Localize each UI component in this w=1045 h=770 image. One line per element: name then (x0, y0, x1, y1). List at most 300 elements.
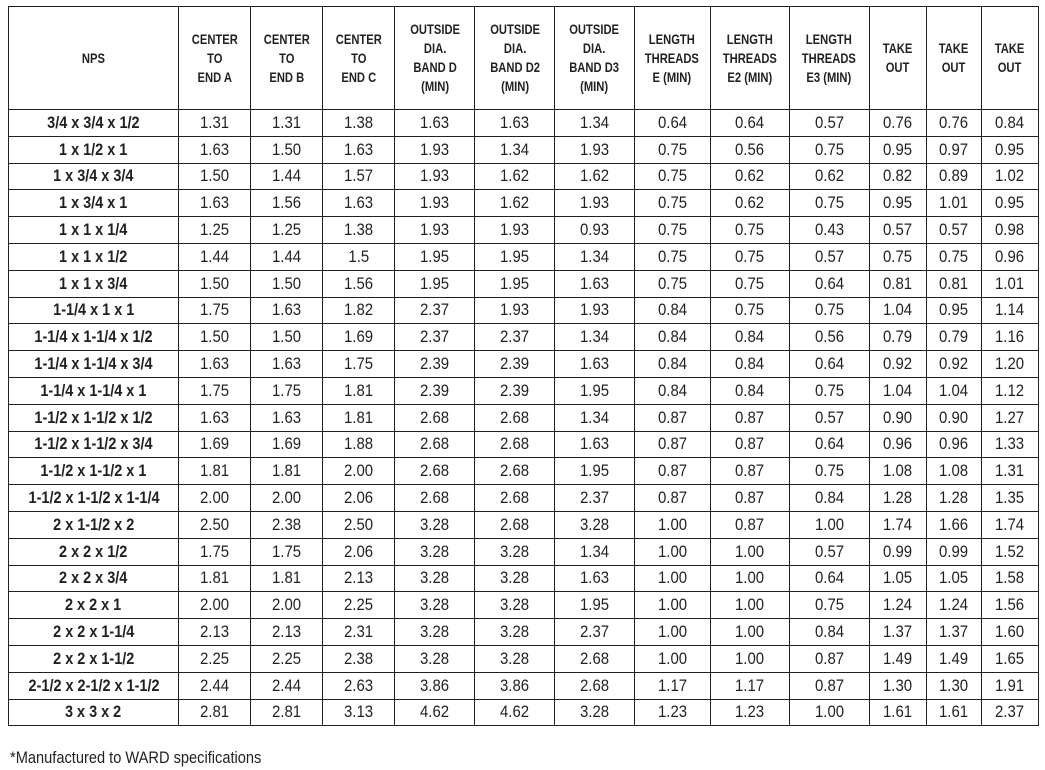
cell-value: 0.57 (814, 541, 844, 561)
cell-value: 0.56 (814, 327, 844, 347)
cell-value: 2.00 (344, 461, 374, 481)
nps-cell (9, 270, 179, 297)
value-cell (789, 377, 869, 404)
value-cell (869, 163, 926, 190)
value-cell (323, 324, 395, 351)
cell-value: 0.95 (883, 193, 913, 213)
value-cell (555, 217, 634, 244)
cell-value: 2.63 (344, 675, 374, 695)
cell-value: 2.50 (344, 514, 374, 534)
nps-size-label: 2 x 2 x 3/4 (59, 568, 128, 588)
cell-value: 1.00 (814, 514, 844, 534)
cell-value: 0.96 (883, 434, 913, 454)
cell-value: 0.87 (657, 434, 687, 454)
value-cell (634, 297, 710, 324)
value-cell (323, 217, 395, 244)
value-cell (869, 485, 926, 512)
cell-value: 3.86 (420, 675, 450, 695)
value-cell (555, 110, 634, 137)
cell-value: 3.28 (420, 648, 450, 668)
cell-value: 0.64 (814, 354, 844, 374)
value-cell (869, 243, 926, 270)
cell-value: 1.28 (883, 488, 913, 508)
value-cell (710, 377, 789, 404)
nps-size-label: 2 x 2 x 1 (65, 595, 122, 615)
cell-value: 2.39 (420, 380, 450, 400)
nps-cell (9, 324, 179, 351)
cell-value: 2.50 (200, 514, 230, 534)
value-cell (251, 324, 323, 351)
nps-cell (9, 297, 179, 324)
cell-value: 0.93 (579, 220, 610, 240)
cell-value: 1.93 (579, 300, 610, 320)
cell-value: 1.00 (657, 541, 687, 561)
column-header (395, 7, 475, 110)
value-cell (251, 404, 323, 431)
cell-value: 1.00 (735, 595, 765, 615)
column-header-label: TAKE OUT (882, 40, 913, 75)
value-cell (634, 592, 710, 619)
cell-value: 1.57 (344, 166, 374, 186)
table-row (9, 136, 1039, 163)
nps-size-label: 1 x 1 x 1/2 (59, 246, 128, 266)
cell-value: 1.00 (657, 568, 687, 588)
cell-value: 1.75 (200, 380, 230, 400)
value-cell (395, 645, 475, 672)
cell-value: 1.12 (995, 380, 1025, 400)
cell-value: 0.64 (735, 112, 765, 132)
value-cell (789, 136, 869, 163)
nps-cell (9, 458, 179, 485)
cell-value: 4.62 (420, 702, 450, 722)
value-cell (869, 565, 926, 592)
cell-value: 2.81 (200, 702, 230, 722)
value-cell (323, 136, 395, 163)
value-cell (869, 404, 926, 431)
table-row (9, 297, 1039, 324)
value-cell (475, 351, 555, 378)
value-cell (179, 431, 251, 458)
cell-value: 1.05 (883, 568, 913, 588)
value-cell (926, 377, 981, 404)
cell-value: 0.79 (883, 327, 913, 347)
nps-cell (9, 110, 179, 137)
value-cell (981, 645, 1038, 672)
cell-value: 1.08 (939, 461, 969, 481)
cell-value: 1.81 (200, 461, 230, 481)
cell-value: 2.68 (420, 434, 450, 454)
value-cell (981, 431, 1038, 458)
value-cell (395, 136, 475, 163)
cell-value: 0.76 (883, 112, 913, 132)
cell-value: 3.28 (500, 648, 530, 668)
cell-value: 1.50 (272, 139, 302, 159)
value-cell (710, 511, 789, 538)
column-header-label: OUTSIDE DIA. BAND D2 (MIN) (490, 21, 540, 94)
value-cell (475, 136, 555, 163)
cell-value: 2.37 (420, 327, 450, 347)
table-body (9, 110, 1039, 726)
cell-value: 1.95 (579, 595, 610, 615)
column-header-label: OUTSIDE DIA. BAND D3 (MIN) (569, 21, 620, 94)
cell-value: 2.81 (272, 702, 302, 722)
cell-value: 0.84 (735, 354, 765, 374)
value-cell (555, 672, 634, 699)
cell-value: 1.69 (200, 434, 230, 454)
value-cell (710, 699, 789, 726)
value-cell (179, 324, 251, 351)
column-header (789, 7, 869, 110)
value-cell (789, 485, 869, 512)
nps-size-label: 3 x 3 x 2 (65, 702, 122, 722)
value-cell (179, 458, 251, 485)
value-cell (981, 565, 1038, 592)
nps-cell (9, 619, 179, 646)
value-cell (634, 565, 710, 592)
cell-value: 2.37 (420, 300, 450, 320)
cell-value: 1.31 (272, 112, 302, 132)
value-cell (475, 538, 555, 565)
value-cell (179, 110, 251, 137)
value-cell (555, 324, 634, 351)
cell-value: 0.75 (814, 300, 844, 320)
column-header (323, 7, 395, 110)
value-cell (926, 431, 981, 458)
cell-value: 1.63 (272, 407, 302, 427)
value-cell (323, 243, 395, 270)
value-cell (710, 538, 789, 565)
cell-value: 1.95 (500, 273, 530, 293)
nps-size-label: 2-1/2 x 2-1/2 x 1-1/2 (28, 675, 160, 695)
cell-value: 0.76 (939, 112, 969, 132)
value-cell (869, 619, 926, 646)
table-row (9, 645, 1039, 672)
value-cell (179, 377, 251, 404)
value-cell (634, 485, 710, 512)
cell-value: 1.63 (272, 300, 302, 320)
value-cell (395, 619, 475, 646)
value-cell (869, 458, 926, 485)
value-cell (323, 645, 395, 672)
cell-value: 0.87 (735, 461, 765, 481)
cell-value: 3.28 (420, 514, 450, 534)
cell-value: 1.93 (420, 193, 450, 213)
cell-value: 1.20 (995, 354, 1025, 374)
nps-cell (9, 538, 179, 565)
value-cell (555, 163, 634, 190)
column-header-label: TAKE OUT (938, 40, 969, 75)
table-row (9, 351, 1039, 378)
value-cell (869, 538, 926, 565)
column-header (251, 7, 323, 110)
cell-value: 2.68 (500, 461, 530, 481)
value-cell (926, 458, 981, 485)
value-cell (710, 297, 789, 324)
value-cell (710, 136, 789, 163)
cell-value: 2.37 (500, 327, 530, 347)
value-cell (789, 458, 869, 485)
cell-value: 1.25 (272, 220, 302, 240)
value-cell (789, 431, 869, 458)
cell-value: 1.81 (344, 380, 374, 400)
value-cell (926, 485, 981, 512)
value-cell (710, 619, 789, 646)
cell-value: 1.61 (883, 702, 913, 722)
value-cell (475, 163, 555, 190)
cell-value: 0.57 (939, 220, 969, 240)
value-cell (475, 511, 555, 538)
cell-value: 0.64 (814, 273, 844, 293)
cell-value: 1.75 (272, 541, 302, 561)
cell-value: 1.63 (579, 273, 610, 293)
cell-value: 1.62 (500, 193, 530, 213)
value-cell (981, 190, 1038, 217)
value-cell (395, 217, 475, 244)
nps-size-label: 1-1/2 x 1-1/2 x 1-1/4 (28, 488, 160, 508)
value-cell (869, 592, 926, 619)
cell-value: 0.75 (657, 246, 687, 266)
nps-cell (9, 431, 179, 458)
cell-value: 0.84 (657, 380, 687, 400)
cell-value: 3.28 (500, 595, 530, 615)
value-cell (981, 163, 1038, 190)
value-cell (869, 110, 926, 137)
cell-value: 2.68 (500, 488, 530, 508)
value-cell (634, 351, 710, 378)
value-cell (323, 190, 395, 217)
cell-value: 1.37 (883, 622, 913, 642)
value-cell (789, 270, 869, 297)
value-cell (789, 592, 869, 619)
value-cell (395, 511, 475, 538)
cell-value: 1.25 (200, 220, 230, 240)
cell-value: 1.81 (200, 568, 230, 588)
value-cell (926, 699, 981, 726)
value-cell (323, 297, 395, 324)
nps-size-label: 2 x 2 x 1-1/2 (53, 648, 135, 668)
value-cell (634, 645, 710, 672)
value-cell (981, 619, 1038, 646)
table-row (9, 110, 1039, 137)
column-header (710, 7, 789, 110)
cell-value: 1.00 (735, 648, 765, 668)
cell-value: 1.63 (272, 354, 302, 374)
cell-value: 0.56 (735, 139, 765, 159)
cell-value: 1.66 (939, 514, 969, 534)
nps-cell (9, 404, 179, 431)
column-header (179, 7, 251, 110)
cell-value: 0.82 (883, 166, 913, 186)
value-cell (789, 645, 869, 672)
value-cell (555, 377, 634, 404)
cell-value: 1.95 (420, 246, 450, 266)
value-cell (789, 699, 869, 726)
column-header-label: LENGTH THREADS E (MIN) (644, 30, 700, 85)
column-header (634, 7, 710, 110)
column-header (869, 7, 926, 110)
value-cell (555, 592, 634, 619)
table-row (9, 511, 1039, 538)
value-cell (475, 431, 555, 458)
nps-size-label: 2 x 1-1/2 x 2 (53, 514, 135, 534)
value-cell (926, 565, 981, 592)
nps-size-label: 1 x 1 x 3/4 (59, 273, 128, 293)
cell-value: 2.68 (579, 648, 610, 668)
value-cell (555, 565, 634, 592)
value-cell (251, 377, 323, 404)
cell-value: 1.56 (344, 273, 374, 293)
cell-value: 0.64 (814, 434, 844, 454)
value-cell (981, 485, 1038, 512)
cell-value: 1.34 (579, 246, 610, 266)
value-cell (981, 672, 1038, 699)
value-cell (475, 270, 555, 297)
table-row (9, 538, 1039, 565)
cell-value: 1.24 (883, 595, 913, 615)
value-cell (710, 404, 789, 431)
value-cell (869, 351, 926, 378)
value-cell (789, 163, 869, 190)
value-cell (634, 458, 710, 485)
value-cell (395, 243, 475, 270)
value-cell (395, 163, 475, 190)
cell-value: 1.63 (500, 112, 530, 132)
table-row (9, 270, 1039, 297)
cell-value: 1.16 (995, 327, 1025, 347)
cell-value: 1.34 (500, 139, 530, 159)
cell-value: 0.95 (995, 139, 1025, 159)
cell-value: 0.89 (939, 166, 969, 186)
cell-value: 1.34 (579, 541, 610, 561)
value-cell (926, 645, 981, 672)
cell-value: 3.28 (579, 702, 610, 722)
cell-value: 1.50 (200, 166, 230, 186)
value-cell (179, 592, 251, 619)
cell-value: 1.81 (272, 461, 302, 481)
value-cell (869, 136, 926, 163)
cell-value: 2.38 (272, 514, 302, 534)
cell-value: 0.75 (657, 273, 687, 293)
cell-value: 0.84 (657, 327, 687, 347)
value-cell (981, 699, 1038, 726)
value-cell (869, 699, 926, 726)
value-cell (981, 270, 1038, 297)
cell-value: 1.60 (995, 622, 1025, 642)
cell-value: 3.28 (500, 568, 530, 588)
cell-value: 1.74 (995, 514, 1025, 534)
value-cell (251, 431, 323, 458)
cell-value: 0.84 (995, 112, 1025, 132)
value-cell (789, 672, 869, 699)
value-cell (926, 297, 981, 324)
value-cell (981, 592, 1038, 619)
value-cell (251, 136, 323, 163)
cell-value: 2.25 (200, 648, 230, 668)
cell-value: 1.24 (939, 595, 969, 615)
value-cell (395, 699, 475, 726)
value-cell (395, 404, 475, 431)
cell-value: 1.34 (579, 112, 610, 132)
cell-value: 2.68 (579, 675, 610, 695)
cell-value: 1.38 (344, 112, 374, 132)
cell-value: 1.63 (344, 139, 374, 159)
cell-value: 2.00 (200, 595, 230, 615)
value-cell (926, 243, 981, 270)
cell-value: 1.00 (657, 648, 687, 668)
cell-value: 1.63 (200, 407, 230, 427)
nps-cell (9, 190, 179, 217)
cell-value: 1.63 (420, 112, 450, 132)
cell-value: 3.28 (500, 622, 530, 642)
value-cell (179, 699, 251, 726)
nps-cell (9, 163, 179, 190)
cell-value: 0.62 (735, 166, 765, 186)
column-header-label: LENGTH THREADS E3 (MIN) (802, 30, 857, 85)
value-cell (926, 217, 981, 244)
cell-value: 1.01 (939, 193, 969, 213)
cell-value: 1.93 (579, 139, 610, 159)
value-cell (981, 217, 1038, 244)
cell-value: 0.92 (883, 354, 913, 374)
value-cell (710, 485, 789, 512)
cell-value: 3.28 (579, 514, 610, 534)
value-cell (251, 110, 323, 137)
value-cell (555, 485, 634, 512)
nps-size-label: 1-1/4 x 1-1/4 x 3/4 (34, 354, 153, 374)
value-cell (179, 297, 251, 324)
value-cell (179, 243, 251, 270)
value-cell (323, 672, 395, 699)
value-cell (789, 243, 869, 270)
column-header (981, 7, 1038, 110)
value-cell (926, 511, 981, 538)
value-cell (475, 458, 555, 485)
cell-value: 0.87 (735, 488, 765, 508)
cell-value: 1.50 (200, 273, 230, 293)
value-cell (395, 485, 475, 512)
cell-value: 1.14 (995, 300, 1025, 320)
nps-cell (9, 511, 179, 538)
value-cell (710, 110, 789, 137)
nps-cell (9, 243, 179, 270)
value-cell (395, 458, 475, 485)
cell-value: 0.81 (883, 273, 913, 293)
value-cell (323, 592, 395, 619)
value-cell (869, 377, 926, 404)
value-cell (926, 672, 981, 699)
value-cell (395, 592, 475, 619)
cell-value: 1.30 (939, 675, 969, 695)
value-cell (981, 297, 1038, 324)
value-cell (789, 404, 869, 431)
value-cell (926, 324, 981, 351)
column-header-label: NPS (82, 49, 106, 66)
value-cell (869, 324, 926, 351)
nps-cell (9, 136, 179, 163)
cell-value: 0.84 (814, 622, 844, 642)
cell-value: 0.57 (814, 246, 844, 266)
cell-value: 2.68 (500, 434, 530, 454)
nps-size-label: 1 x 3/4 x 1 (59, 193, 128, 213)
value-cell (251, 351, 323, 378)
cell-value: 1.00 (814, 702, 844, 722)
value-cell (475, 485, 555, 512)
cell-value: 1.75 (200, 541, 230, 561)
cell-value: 2.00 (272, 595, 302, 615)
cell-value: 1.95 (579, 380, 610, 400)
cell-value: 1.17 (735, 675, 765, 695)
cell-value: 1.65 (995, 648, 1025, 668)
